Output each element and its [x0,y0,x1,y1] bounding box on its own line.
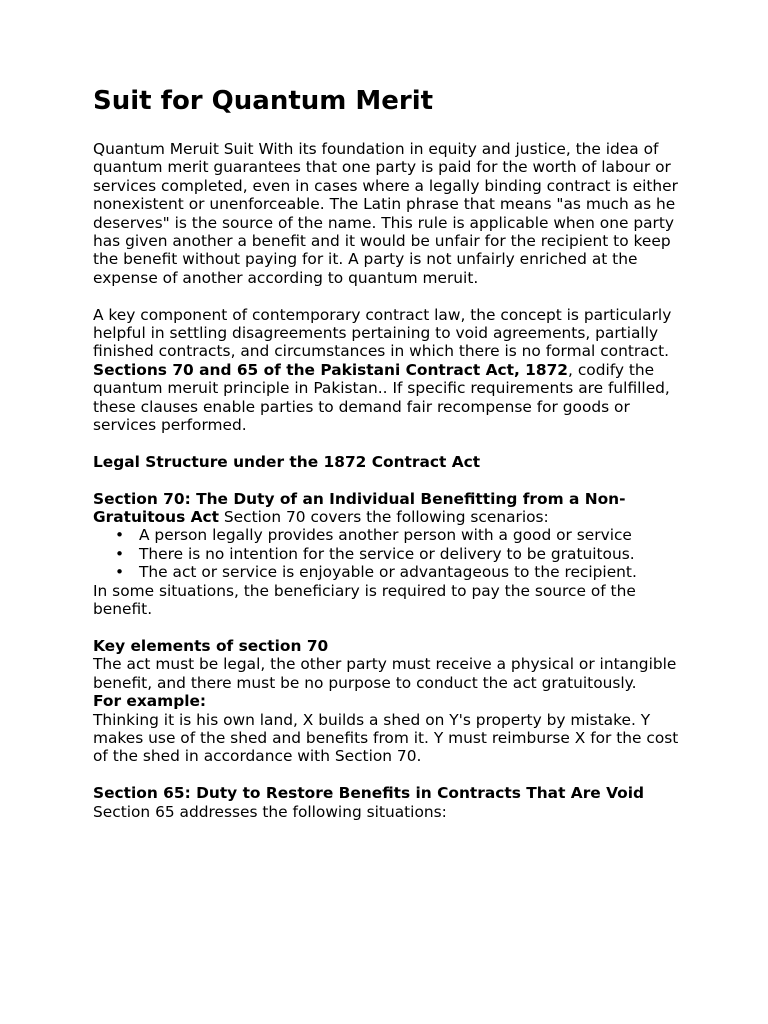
list-item-text: The act or service is enjoyable or advantageous to the recipient. [139,563,637,582]
section-70-intro [93,490,683,527]
intro-paragraph: Quantum Meruit Suit With its foundation in equity and justice, the idea of quantum merit guarantees that one party is paid for the worth of labour or services completed, even in cases where a legally binding contract is either nonexistent or unenforceable. The Latin phrase that means "as much as he deserves" is the source of the name. This rule is applicable when one party has given another a benefit and it would be unfair for the recipient to keep the benefit without paying for it. A party is not unfairly enriched at the expense of another according to quantum meruit. [93,140,678,287]
legal-structure-heading: Legal Structure under the 1872 Contract Act [93,452,481,471]
bullet-icon: • [115,526,125,545]
bullet-icon: • [115,544,125,563]
example-heading: For example: [93,692,207,711]
contract-law-text-end: , codify the quantum meruit principle in Pakistan.. If specific requirements are fulfilled, these clauses enable parties to demand fair recompense for goods or services performed. [93,360,670,435]
contract-act-reference: Sections 70 and 65 of the Pakistani Contract Act, 1872 [93,360,569,379]
section-70-heading: Section 70: The Duty of an Individual Benefitting from a Non-Gratuitous Act [93,489,626,527]
document-page [93,84,683,821]
list-item-text: There is no intention for the service or delivery to be gratuitous. [139,544,635,563]
section-65-heading: Section 65: Duty to Restore Benefits in Contracts That Are Void [93,784,645,803]
key-elements-heading: Key elements of section 70 [93,636,329,655]
list-item [93,545,683,563]
section-70-summary: In some situations, the beneficiary is required to pay the source of the benefit. [93,581,636,619]
bullet-icon: • [115,563,125,582]
list-item [93,526,683,544]
key-elements-text: The act must be legal, the other party must receive a physical or intangible benefit, and there must be no purpose to conduct the act gratuitously. [93,655,677,692]
example-text: Thinking it is his own land, X builds a shed on Y's property by mistake. Y makes use of the shed and benefits from it. Y must reimburse X for the cost of the shed in accordance with Section 70. [93,710,679,766]
document-title: Suit for Quantum Merit [93,86,434,116]
list-item-text: A person legally provides another person with a good or service [139,526,632,545]
section-70-scenario-list [93,526,683,581]
list-item [93,563,683,581]
contract-law-paragraph [93,306,683,435]
section-70-intro-text: Section 70 covers the following scenarios: [219,508,549,527]
section-65-text: Section 65 addresses the following situations: [93,802,447,821]
contract-law-text-start: A key component of contemporary contract law, the concept is particularly helpful in settling disagreements pertaining to void agreements, partially finished contracts, and circumstances in which there is no formal contract. [93,305,672,361]
